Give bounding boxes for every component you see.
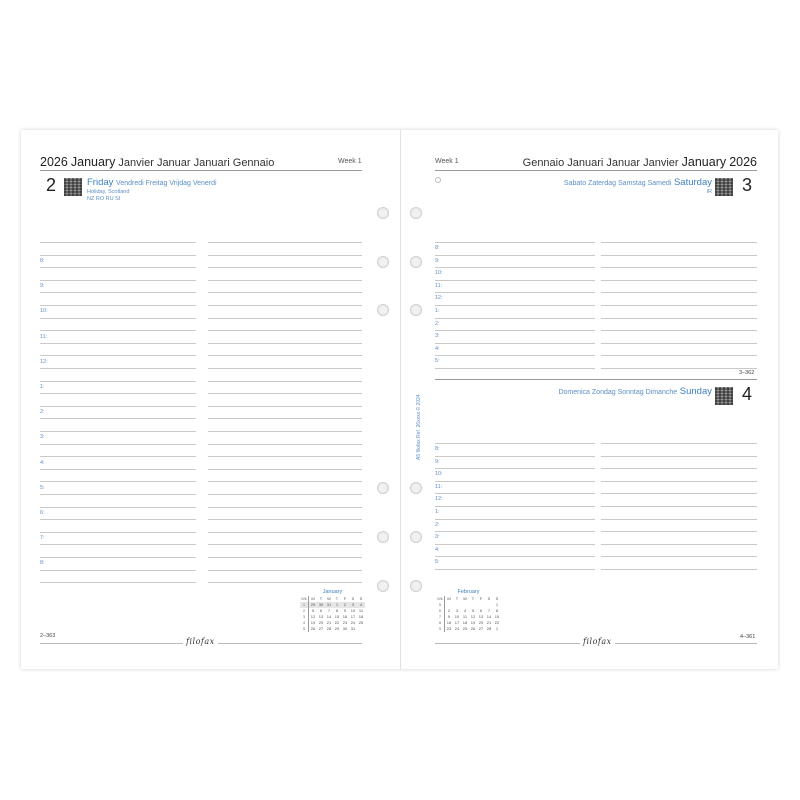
writing-line [435,330,595,331]
day-divider [435,379,757,380]
mini-calendar-day: 27 [478,626,484,631]
hour-label: 8: [435,446,440,452]
writing-line [601,318,757,319]
month-translations: Janvier Januar Januari Gennaio [118,157,275,169]
writing-line [208,368,362,369]
hour-label: 8: [435,245,440,251]
writing-line [435,292,595,293]
hour-label: 11: [40,334,48,340]
writing-line [601,292,757,293]
mini-calendar-day: 27 [318,626,324,631]
mini-calendar-day: 20 [478,620,484,625]
mini-calendar-day: 29 [334,626,340,631]
hour-label: 9: [40,283,45,289]
mini-calendar-february [436,589,501,632]
mini-calendar-day: 25 [462,626,468,631]
mini-calendar-day: 17 [454,620,460,625]
mini-calendar-day: 12 [310,614,316,619]
mini-calendar-day: 10 [350,608,356,613]
writing-line [435,318,595,319]
writing-line [435,355,595,356]
writing-line [208,570,362,571]
mini-calendar-header: F [343,596,347,601]
mini-calendar-day: 9 [447,614,451,619]
week-label: Week 1 [435,158,459,165]
hour-label: 2: [435,522,440,528]
writing-line [40,242,196,243]
mini-calendar-day: 8 [436,620,445,626]
writing-line [208,557,362,558]
hour-label: 6: [40,510,45,516]
mini-calendar-day: 4 [463,608,467,613]
day-number: 2 [46,175,57,195]
writing-line [435,493,595,494]
mini-calendar-day: 6 [479,608,483,613]
filofax-logo: filofax [580,637,615,646]
writing-line [435,368,595,369]
writing-line [435,280,595,281]
page-code: 3–362 [739,370,755,376]
mini-calendar-day: 4 [357,602,365,608]
writing-line [601,305,757,306]
writing-line [208,305,362,306]
writing-line [601,255,757,256]
mini-calendar-day: 30 [318,602,324,607]
writing-line [601,443,757,444]
mini-calendar-day: 23 [446,626,452,631]
hour-label: 12: [435,496,443,502]
sunday-name [558,386,712,397]
day-name-translations: Sabato Zaterdag Samstag Samedi [563,180,672,187]
writing-line [208,330,362,331]
mini-calendar-day: 9 [436,626,445,632]
mini-calendar-day: 4 [300,620,309,626]
writing-line [208,544,362,545]
mini-calendar-header: M [447,596,451,601]
writing-line [40,381,196,382]
writing-line [601,267,757,268]
mini-calendar-day: 8 [495,608,499,613]
binder-hole [410,531,422,543]
binder-hole [410,207,422,219]
writing-line [208,456,362,457]
year: 2026 [40,155,68,169]
binder-hole [377,256,389,268]
saturday-name [564,177,712,188]
mini-calendar-day: 24 [350,620,356,625]
mini-calendar-day: 22 [494,620,500,625]
mini-calendar-day: 30 [342,626,348,631]
day-name-en: Saturday [673,177,712,188]
writing-line [435,544,595,545]
hour-label: 10: [435,270,443,276]
writing-line [601,556,757,557]
hour-label: 1: [435,509,440,515]
writing-line [40,330,196,331]
mini-calendar-day: 15 [334,614,340,619]
writing-line [208,481,362,482]
writing-line [601,280,757,281]
hour-label: 5: [435,358,440,364]
hour-label: 11: [435,484,443,490]
writing-line [208,292,362,293]
hour-label: 9: [435,459,440,465]
writing-line [601,355,757,356]
header-rule [40,170,362,171]
hour-label: 4: [435,346,440,352]
writing-line [40,267,196,268]
hour-label: 2: [435,321,440,327]
mini-calendar-day: 20 [318,620,324,625]
writing-line [601,544,757,545]
mini-calendar-header: S [495,596,499,601]
writing-line [601,468,757,469]
mini-calendar-day: 16 [342,614,348,619]
mini-calendar-day: 13 [478,614,484,619]
mini-calendar-day: 5 [471,608,475,613]
qr-code-icon [64,178,82,196]
writing-line [435,481,595,482]
writing-line [435,531,595,532]
mini-calendar-day: 11 [462,614,468,619]
writing-line [435,267,595,268]
day-number: 4 [742,384,753,404]
qr-code-icon [715,178,733,196]
writing-line [601,481,757,482]
writing-line [40,406,196,407]
holiday-note: Holiday, Scotland [87,189,130,195]
mini-calendar-header: S [351,596,355,601]
binder-hole [377,580,389,592]
binder-hole [377,531,389,543]
right-page-title [523,155,757,169]
writing-line [40,431,196,432]
writing-line [40,280,196,281]
mini-calendar-day: 31 [350,626,356,631]
writing-line [208,406,362,407]
mini-calendar-title: January [322,589,343,595]
circle-marker-icon [435,177,441,183]
mini-calendar-day: 12 [470,614,476,619]
mini-calendar-day: 14 [326,614,332,619]
day-name-translations: Vendredi Freitag Vrijdag Venerdi [116,180,217,187]
writing-line [208,280,362,281]
month-translations: Gennaio Januari Januar Janvier [522,157,679,169]
writing-line [208,494,362,495]
mini-calendar-header: Wk [437,596,443,601]
writing-line [601,368,757,369]
binder-hole [377,304,389,316]
hour-label: 4: [40,460,45,466]
hour-label: 5: [40,485,45,491]
writing-line [435,569,595,570]
writing-line [435,519,595,520]
mini-calendar-day: 21 [486,620,492,625]
mini-calendar-day: 29 [309,602,318,608]
mini-calendar-day: 6 [436,608,445,614]
mini-calendar-day: 19 [470,620,476,625]
mini-calendar-day: 3 [455,608,459,613]
mini-calendar-header: T [455,596,459,601]
hour-label: 8: [40,258,45,264]
binder-hole [410,256,422,268]
writing-line [40,444,196,445]
margin-text: A5 filofax Ref. 26xxxx © 2024 [416,394,422,460]
writing-line [40,393,196,394]
mini-calendar-day: 16 [446,620,452,625]
mini-calendar-day: 2 [341,602,349,608]
mini-calendar-header: T [471,596,475,601]
mini-calendar-day: 22 [334,620,340,625]
writing-line [435,468,595,469]
mini-calendar-day: 21 [326,620,332,625]
writing-line [435,506,595,507]
writing-line [40,519,196,520]
country-codes: IR [706,189,712,195]
qr-code-icon [715,387,733,405]
mini-calendar-day: 1 [333,602,341,608]
hour-label: 2: [40,409,45,415]
writing-line [208,355,362,356]
mini-calendar-day: 8 [335,608,339,613]
mini-calendar-header: W [463,596,467,601]
binder-hole [377,207,389,219]
filofax-logo: filofax [183,637,218,646]
writing-line [601,493,757,494]
writing-line [208,418,362,419]
mini-calendar-day: 3 [349,602,357,608]
day-name-translations: Domenica Zondag Sonntag Dimanche [558,389,678,396]
mini-calendar-day: 25 [358,620,364,625]
writing-line [208,507,362,508]
mini-calendar-day: 5 [311,608,315,613]
writing-line [40,318,196,319]
hour-label: 8: [40,560,45,566]
mini-calendar-day: 6 [319,608,323,613]
month: January [70,155,116,169]
writing-line [40,544,196,545]
writing-line [40,255,196,256]
header-rule [435,170,757,171]
mini-calendar-day: 2 [300,608,309,614]
day-number: 3 [742,175,753,195]
mini-calendar-day: 24 [454,626,460,631]
writing-line [435,305,595,306]
mini-calendar-day: 19 [310,620,316,625]
mini-calendar-header: W [327,596,331,601]
writing-line [208,519,362,520]
writing-line [40,368,196,369]
mini-calendar-day: 18 [462,620,468,625]
hour-label: 1: [40,384,45,390]
mini-calendar-day: 1 [495,602,499,607]
mini-calendar-day: 7 [436,614,445,620]
mini-calendar-day: 1 [300,602,309,608]
binder-hole [410,304,422,316]
mini-calendar-day: 7 [487,608,491,613]
hour-label: 3: [435,333,440,339]
mini-calendar-day: 28 [486,626,492,631]
writing-line [601,330,757,331]
writing-line [208,267,362,268]
mini-calendar-day: 31 [326,602,332,607]
hour-label: 1: [435,308,440,314]
mini-calendar-day: 1 [495,626,499,631]
writing-line [208,431,362,432]
writing-line [601,242,757,243]
mini-calendar-header: M [311,596,315,601]
mini-calendar-header: S [359,596,363,601]
writing-line [40,355,196,356]
mini-calendar-day: 10 [454,614,460,619]
mini-calendar-day: 26 [310,626,316,631]
hour-label: 3: [435,534,440,540]
mini-calendar-day: 28 [326,626,332,631]
binder-hole [377,482,389,494]
writing-line [208,393,362,394]
mini-calendar-day: 5 [300,626,309,632]
mini-calendar-day [357,626,365,632]
writing-line [40,456,196,457]
writing-line [208,582,362,583]
writing-line [208,532,362,533]
hour-label: 3: [40,434,45,440]
mini-calendar-header: T [319,596,323,601]
mini-calendar-header: T [335,596,339,601]
hour-label: 7: [40,535,45,541]
writing-line [208,381,362,382]
page-code: 2–363 [40,633,56,639]
writing-line [40,582,196,583]
hour-label: 10: [435,471,443,477]
hour-label: 12: [435,295,443,301]
mini-calendar-day: 14 [486,614,492,619]
writing-line [40,507,196,508]
writing-line [40,532,196,533]
country-codes: NZ RO RU SI [87,196,121,202]
hour-label: 9: [435,258,440,264]
page-spine [400,130,401,669]
writing-line [208,318,362,319]
mini-calendar-day: 23 [342,620,348,625]
writing-line [208,469,362,470]
writing-line [601,343,757,344]
writing-line [40,557,196,558]
binder-hole [410,580,422,592]
writing-line [40,469,196,470]
writing-line [40,418,196,419]
writing-line [435,255,595,256]
writing-line [601,519,757,520]
writing-line [601,569,757,570]
mini-calendar-day: 13 [318,614,324,619]
writing-line [208,242,362,243]
writing-line [40,343,196,344]
writing-line [208,444,362,445]
mini-calendar-day: 18 [358,614,364,619]
writing-line [435,343,595,344]
mini-calendar-day: 5 [436,602,445,608]
binder-hole [410,482,422,494]
mini-calendar-day: 11 [358,608,364,613]
mini-calendar-day: 3 [300,614,309,620]
writing-line [435,456,595,457]
writing-line [435,556,595,557]
hour-label: 12: [40,359,48,365]
mini-calendar-day: 2 [447,608,451,613]
writing-line [435,443,595,444]
mini-calendar-day: 9 [343,608,347,613]
left-page-title [40,155,274,169]
writing-line [601,531,757,532]
writing-line [40,292,196,293]
month: January [681,155,727,169]
writing-line [40,494,196,495]
mini-calendar-title: February [457,589,480,595]
writing-line [208,343,362,344]
writing-line [601,456,757,457]
mini-calendar-header: F [479,596,483,601]
mini-calendar-day: 7 [327,608,331,613]
writing-line [40,305,196,306]
hour-label: 10: [40,308,48,314]
year: 2026 [729,155,757,169]
writing-line [601,506,757,507]
hour-label: 5: [435,559,440,565]
writing-line [40,570,196,571]
page-code: 4–361 [740,634,756,640]
hour-label: 4: [435,547,440,553]
mini-calendar-header: Wk [301,596,307,601]
day-name-en: Friday [87,177,114,188]
mini-calendar-day: 26 [470,626,476,631]
writing-line [40,481,196,482]
day-name-en: Sunday [679,386,712,397]
writing-line [208,255,362,256]
week-label: Week 1 [338,158,362,165]
day-name [87,177,217,188]
mini-calendar-january [300,589,365,632]
mini-calendar-header: S [487,596,491,601]
mini-calendar-day: 17 [350,614,356,619]
writing-line [435,242,595,243]
mini-calendar-day: 15 [494,614,500,619]
hour-label: 11: [435,283,443,289]
